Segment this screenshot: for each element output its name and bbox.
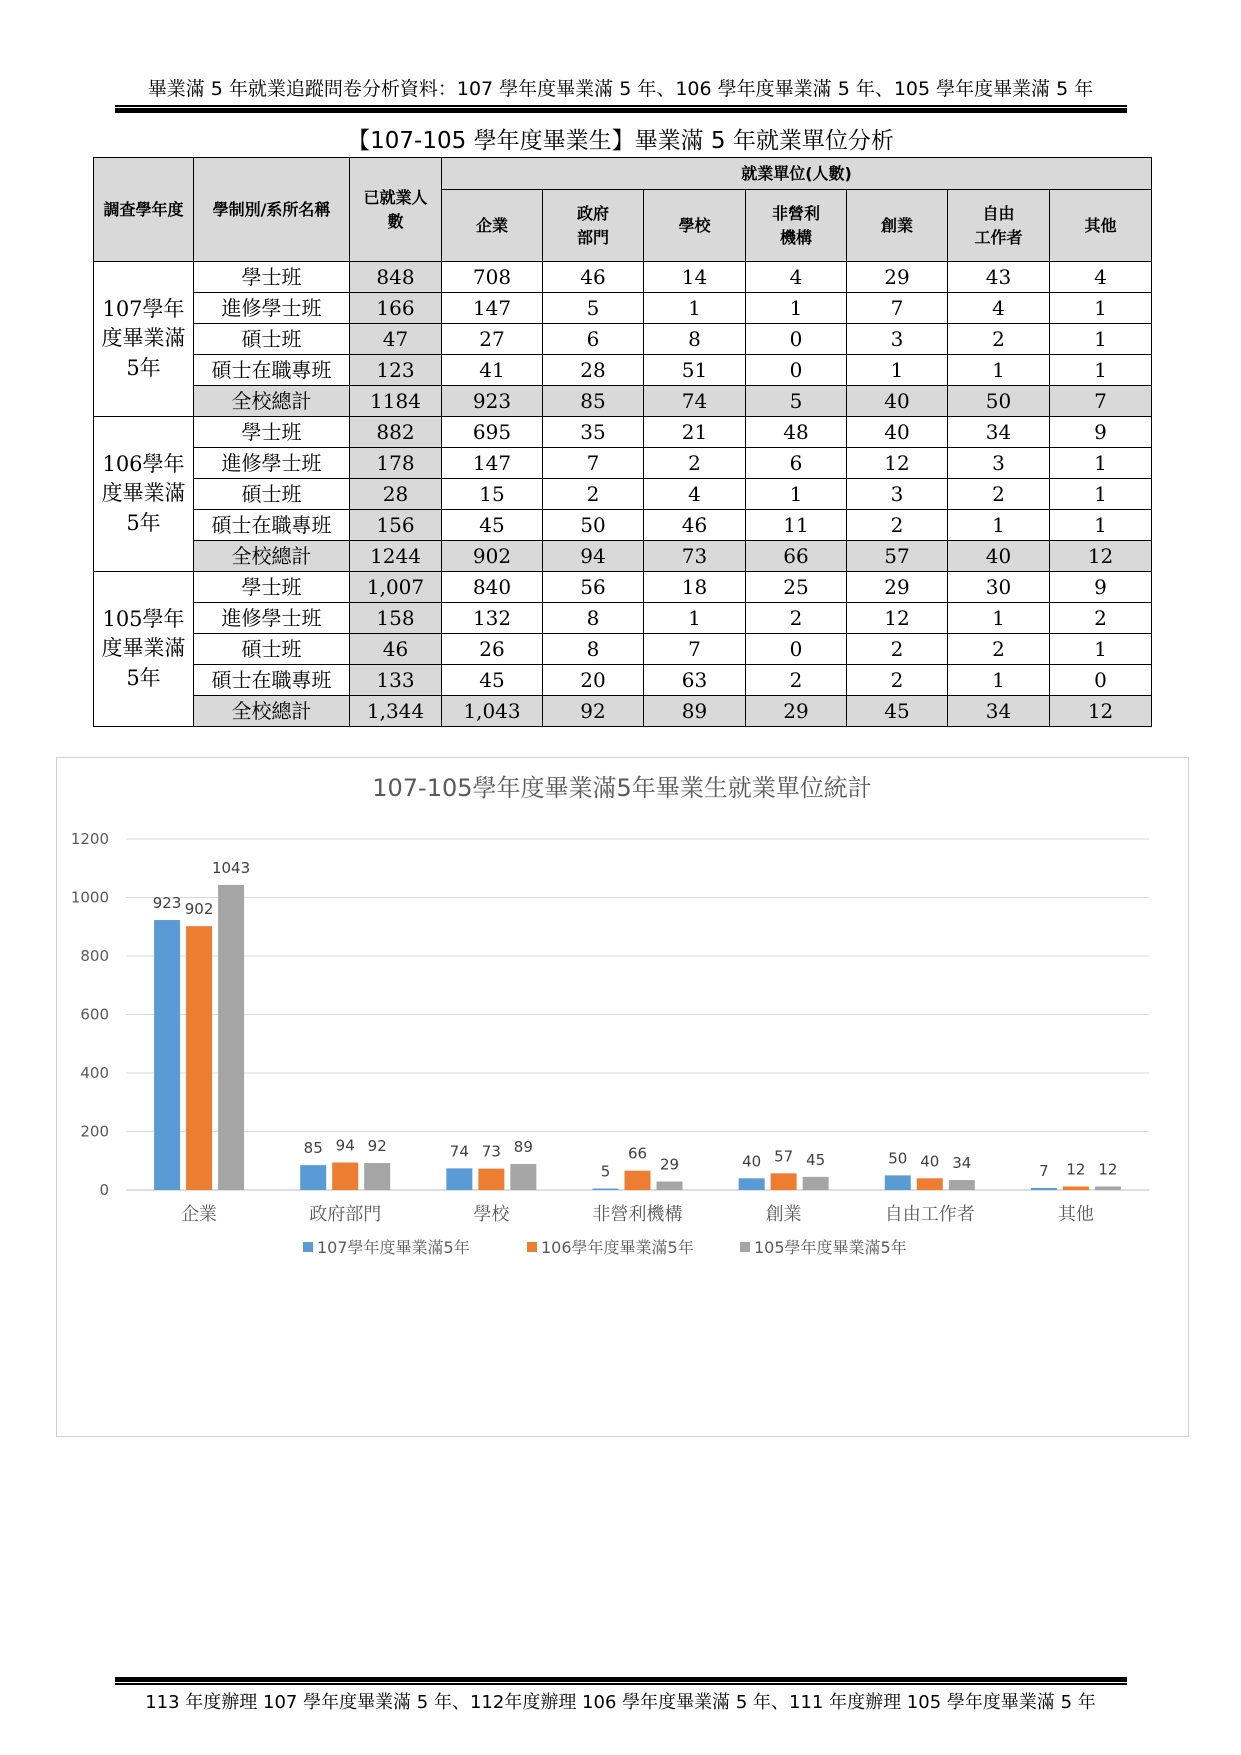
- page-header: 畢業滿 5 年就業追蹤問卷分析資料：107 學年度畢業滿 5 年、106 學年度畢業滿 5 年、105 學年度畢業滿 5 年: [147, 78, 1094, 100]
- header-nonprofit-line1: 非營利: [771, 203, 820, 223]
- data-label: 50: [888, 1149, 908, 1168]
- school-cell: 14: [644, 262, 746, 293]
- enterprise-cell: 15: [442, 479, 543, 510]
- startup-cell: 1: [847, 355, 948, 386]
- school-cell: 8: [644, 324, 746, 355]
- freelance-cell: 4: [948, 293, 1050, 324]
- bar: [739, 1178, 765, 1190]
- freelance-cell: 1: [948, 603, 1050, 634]
- startup-cell: 40: [847, 386, 948, 417]
- enterprise-cell: 132: [442, 603, 543, 634]
- nonprofit-cell: 25: [746, 572, 847, 603]
- table-row: [94, 417, 1152, 448]
- startup-cell: 2: [847, 634, 948, 665]
- employed-cell: 123: [350, 355, 442, 386]
- y-tick-label: 800: [80, 947, 109, 965]
- startup-cell: 3: [847, 324, 948, 355]
- employed-cell: 882: [350, 417, 442, 448]
- table-row: [94, 355, 1152, 386]
- employed-cell: 178: [350, 448, 442, 479]
- header-school: 學校: [644, 190, 746, 262]
- employment-unit-table: [93, 157, 1152, 727]
- other-cell: 1: [1050, 634, 1152, 665]
- program-cell: 進修學士班: [194, 448, 350, 479]
- startup-cell: 7: [847, 293, 948, 324]
- table-row: [94, 448, 1152, 479]
- school-cell: 74: [644, 386, 746, 417]
- year-line: 度畢業滿: [101, 481, 186, 506]
- other-cell: 1: [1050, 355, 1152, 386]
- bar: [186, 926, 212, 1190]
- table-row: [94, 262, 1152, 293]
- data-label: 923: [152, 894, 182, 913]
- year-line: 105學年: [102, 606, 185, 631]
- bar: [1063, 1186, 1089, 1190]
- header-freelance: [948, 190, 1050, 262]
- freelance-cell: 34: [948, 696, 1050, 727]
- gov-cell: 50: [543, 510, 644, 541]
- startup-cell: 12: [847, 448, 948, 479]
- header-gov-line2: 部門: [576, 227, 609, 247]
- freelance-cell: 50: [948, 386, 1050, 417]
- other-cell: 12: [1050, 696, 1152, 727]
- nonprofit-cell: 2: [746, 665, 847, 696]
- nonprofit-cell: 0: [746, 355, 847, 386]
- data-label: 92: [367, 1137, 387, 1156]
- legend-swatch: [527, 1242, 537, 1252]
- total-row: [94, 696, 1152, 727]
- bar: [803, 1177, 829, 1190]
- other-cell: 9: [1050, 572, 1152, 603]
- school-cell: 1: [644, 603, 746, 634]
- program-cell: 學士班: [194, 417, 350, 448]
- table-row: [94, 572, 1152, 603]
- employed-cell: 47: [350, 324, 442, 355]
- enterprise-cell: 27: [442, 324, 543, 355]
- other-cell: 1: [1050, 448, 1152, 479]
- enterprise-cell: 840: [442, 572, 543, 603]
- data-label: 902: [184, 900, 214, 919]
- other-cell: 1: [1050, 479, 1152, 510]
- bar: [885, 1175, 911, 1190]
- school-cell: 18: [644, 572, 746, 603]
- freelance-cell: 1: [948, 355, 1050, 386]
- startup-cell: 45: [847, 696, 948, 727]
- x-tick-label: 學校: [473, 1204, 510, 1225]
- header-unit-group: 就業單位(人數): [442, 158, 1152, 190]
- table-title: 【107-105 學年度畢業生】畢業滿 5 年就業單位分析: [347, 128, 894, 154]
- nonprofit-cell: 66: [746, 541, 847, 572]
- program-cell: 全校總計: [194, 541, 350, 572]
- enterprise-cell: 708: [442, 262, 543, 293]
- nonprofit-cell: 2: [746, 603, 847, 634]
- gov-cell: 8: [543, 634, 644, 665]
- freelance-cell: 1: [948, 665, 1050, 696]
- y-tick-label: 200: [80, 1122, 109, 1141]
- header-gov-line1: 政府: [576, 203, 609, 223]
- x-tick-label: 其他: [1057, 1204, 1094, 1225]
- program-cell: 碩士班: [194, 634, 350, 665]
- year-line: 106學年: [102, 451, 185, 476]
- data-label: 89: [513, 1137, 533, 1156]
- enterprise-cell: 923: [442, 386, 543, 417]
- header-employed-line1: 已就業人: [363, 187, 428, 207]
- x-tick-label: 創業: [765, 1204, 802, 1225]
- program-cell: 碩士在職專班: [194, 355, 350, 386]
- other-cell: 1: [1050, 324, 1152, 355]
- gov-cell: 20: [543, 665, 644, 696]
- x-tick-label: 企業: [181, 1204, 218, 1225]
- legend-swatch: [740, 1242, 750, 1252]
- year-line: 5年: [126, 665, 161, 690]
- year-cell: [94, 417, 194, 572]
- data-label: 57: [774, 1147, 794, 1166]
- data-label: 40: [920, 1152, 940, 1171]
- program-cell: 碩士班: [194, 324, 350, 355]
- x-tick-label: 非營利機構: [592, 1204, 683, 1225]
- legend-label: 106學年度畢業滿5年: [541, 1238, 694, 1257]
- gov-cell: 56: [543, 572, 644, 603]
- bar: [1031, 1188, 1057, 1190]
- bar: [949, 1180, 975, 1190]
- header-year: 調查學年度: [94, 158, 194, 262]
- bar: [657, 1182, 683, 1190]
- nonprofit-cell: 4: [746, 262, 847, 293]
- bar: [593, 1189, 619, 1190]
- y-tick-label: 600: [80, 1005, 109, 1024]
- school-cell: 73: [644, 541, 746, 572]
- startup-cell: 3: [847, 479, 948, 510]
- bar: [917, 1178, 943, 1190]
- enterprise-cell: 45: [442, 665, 543, 696]
- year-line: 107學年: [102, 296, 185, 321]
- program-cell: 學士班: [194, 572, 350, 603]
- gov-cell: 28: [543, 355, 644, 386]
- employment-unit-chart: [56, 757, 1189, 1437]
- enterprise-cell: 902: [442, 541, 543, 572]
- nonprofit-cell: 11: [746, 510, 847, 541]
- nonprofit-cell: 6: [746, 448, 847, 479]
- other-cell: 9: [1050, 417, 1152, 448]
- gov-cell: 7: [543, 448, 644, 479]
- year-line: 5年: [126, 355, 161, 380]
- freelance-cell: 2: [948, 479, 1050, 510]
- data-label: 40: [742, 1152, 762, 1171]
- school-cell: 46: [644, 510, 746, 541]
- startup-cell: 2: [847, 510, 948, 541]
- freelance-cell: 40: [948, 541, 1050, 572]
- startup-cell: 2: [847, 665, 948, 696]
- page-footer: 113 年度辦理 107 學年度畢業滿 5 年、112年度辦理 106 學年度畢業滿 5 年、111 年度辦理 105 學年度畢業滿 5 年: [145, 1692, 1096, 1713]
- nonprofit-cell: 1: [746, 293, 847, 324]
- bar: [625, 1171, 651, 1190]
- employed-cell: 1244: [350, 541, 442, 572]
- bar: [332, 1163, 358, 1190]
- gov-cell: 35: [543, 417, 644, 448]
- program-cell: 全校總計: [194, 386, 350, 417]
- school-cell: 51: [644, 355, 746, 386]
- bar: [218, 885, 244, 1190]
- y-tick-label: 1000: [70, 888, 109, 907]
- program-cell: 碩士在職專班: [194, 510, 350, 541]
- total-row: [94, 386, 1152, 417]
- other-cell: 12: [1050, 541, 1152, 572]
- freelance-cell: 1: [948, 510, 1050, 541]
- header-program: 學制別/系所名稱: [194, 158, 350, 262]
- gov-cell: 5: [543, 293, 644, 324]
- nonprofit-cell: 48: [746, 417, 847, 448]
- y-tick-label: 0: [99, 1181, 109, 1199]
- employed-cell: 28: [350, 479, 442, 510]
- school-cell: 7: [644, 634, 746, 665]
- employed-cell: 1,007: [350, 572, 442, 603]
- gov-cell: 2: [543, 479, 644, 510]
- header-employed-line2: 數: [387, 211, 404, 231]
- y-tick-label: 400: [80, 1064, 109, 1082]
- employed-cell: 156: [350, 510, 442, 541]
- year-line: 度畢業滿: [101, 326, 186, 351]
- startup-cell: 40: [847, 417, 948, 448]
- nonprofit-cell: 29: [746, 696, 847, 727]
- program-cell: 學士班: [194, 262, 350, 293]
- nonprofit-cell: 1: [746, 479, 847, 510]
- data-label: 85: [303, 1139, 323, 1158]
- freelance-cell: 2: [948, 324, 1050, 355]
- gov-cell: 8: [543, 603, 644, 634]
- employed-cell: 848: [350, 262, 442, 293]
- header-gov: [543, 190, 644, 262]
- enterprise-cell: 695: [442, 417, 543, 448]
- school-cell: 1: [644, 293, 746, 324]
- freelance-cell: 43: [948, 262, 1050, 293]
- header-nonprofit-line2: 機構: [779, 227, 812, 247]
- gov-cell: 92: [543, 696, 644, 727]
- gov-cell: 94: [543, 541, 644, 572]
- program-cell: 進修學士班: [194, 603, 350, 634]
- program-cell: 碩士在職專班: [194, 665, 350, 696]
- nonprofit-cell: 0: [746, 324, 847, 355]
- other-cell: 1: [1050, 510, 1152, 541]
- x-tick-label: 政府部門: [309, 1204, 382, 1225]
- header-rule: [115, 105, 1127, 113]
- bar: [364, 1163, 390, 1190]
- enterprise-cell: 147: [442, 293, 543, 324]
- freelance-cell: 30: [948, 572, 1050, 603]
- header-startup: 創業: [847, 190, 948, 262]
- bar: [478, 1169, 504, 1190]
- other-cell: 2: [1050, 603, 1152, 634]
- gov-cell: 6: [543, 324, 644, 355]
- total-row: [94, 541, 1152, 572]
- bar: [446, 1168, 472, 1190]
- data-label: 94: [335, 1136, 355, 1155]
- school-cell: 63: [644, 665, 746, 696]
- chart-title: 107-105學年度畢業滿5年畢業生就業單位統計: [372, 774, 872, 802]
- program-cell: 碩士班: [194, 479, 350, 510]
- bar-chart: [57, 758, 1188, 1436]
- data-label: 12: [1098, 1160, 1118, 1179]
- nonprofit-cell: 0: [746, 634, 847, 665]
- program-cell: 進修學士班: [194, 293, 350, 324]
- other-cell: 1: [1050, 293, 1152, 324]
- startup-cell: 12: [847, 603, 948, 634]
- other-cell: 4: [1050, 262, 1152, 293]
- startup-cell: 29: [847, 262, 948, 293]
- table-row: [94, 603, 1152, 634]
- legend-swatch: [303, 1242, 313, 1252]
- table-row: [94, 293, 1152, 324]
- data-label: 73: [481, 1142, 501, 1161]
- year-line: 度畢業滿: [101, 636, 186, 661]
- year-cell: [94, 262, 194, 417]
- data-label: 74: [449, 1142, 469, 1161]
- school-cell: 4: [644, 479, 746, 510]
- table-row: [94, 634, 1152, 665]
- legend-label: 105學年度畢業滿5年: [754, 1238, 907, 1257]
- enterprise-cell: 41: [442, 355, 543, 386]
- data-label: 7: [1039, 1161, 1049, 1180]
- enterprise-cell: 147: [442, 448, 543, 479]
- bar: [300, 1165, 326, 1190]
- data-label: 12: [1066, 1160, 1086, 1179]
- other-cell: 0: [1050, 665, 1152, 696]
- employed-cell: 1,344: [350, 696, 442, 727]
- data-label: 45: [806, 1150, 826, 1169]
- freelance-cell: 2: [948, 634, 1050, 665]
- school-cell: 2: [644, 448, 746, 479]
- startup-cell: 29: [847, 572, 948, 603]
- employed-cell: 133: [350, 665, 442, 696]
- freelance-cell: 3: [948, 448, 1050, 479]
- table-row: [94, 510, 1152, 541]
- legend-label: 107學年度畢業滿5年: [317, 1238, 470, 1257]
- data-label: 1043: [211, 858, 251, 877]
- header-nonprofit: [746, 190, 847, 262]
- footer-rule: [115, 1677, 1127, 1685]
- y-tick-label: 1200: [70, 830, 109, 848]
- employed-cell: 166: [350, 293, 442, 324]
- table-row: [94, 324, 1152, 355]
- other-cell: 7: [1050, 386, 1152, 417]
- data-label: 66: [627, 1144, 648, 1163]
- employed-cell: 1184: [350, 386, 442, 417]
- bar: [771, 1173, 797, 1190]
- data-label: 34: [952, 1154, 972, 1173]
- bar: [1095, 1186, 1121, 1190]
- school-cell: 21: [644, 417, 746, 448]
- header-freelance-line2: 工作者: [974, 227, 1023, 247]
- header-freelance-line1: 自由: [982, 203, 1015, 223]
- startup-cell: 57: [847, 541, 948, 572]
- enterprise-cell: 26: [442, 634, 543, 665]
- table-row: [94, 665, 1152, 696]
- enterprise-cell: 45: [442, 510, 543, 541]
- employed-cell: 158: [350, 603, 442, 634]
- x-tick-label: 自由工作者: [884, 1204, 975, 1225]
- employed-cell: 46: [350, 634, 442, 665]
- table-row: [94, 479, 1152, 510]
- header-other: 其他: [1050, 190, 1152, 262]
- freelance-cell: 34: [948, 417, 1050, 448]
- nonprofit-cell: 5: [746, 386, 847, 417]
- gov-cell: 85: [543, 386, 644, 417]
- year-cell: [94, 572, 194, 727]
- header-employed: [350, 158, 442, 262]
- bar: [154, 920, 180, 1190]
- bar: [510, 1164, 536, 1190]
- data-label: 29: [659, 1155, 680, 1174]
- year-line: 5年: [126, 510, 161, 535]
- data-label: 5: [600, 1162, 611, 1181]
- program-cell: 全校總計: [194, 696, 350, 727]
- school-cell: 89: [644, 696, 746, 727]
- enterprise-cell: 1,043: [442, 696, 543, 727]
- header-enterprise: 企業: [442, 190, 543, 262]
- gov-cell: 46: [543, 262, 644, 293]
